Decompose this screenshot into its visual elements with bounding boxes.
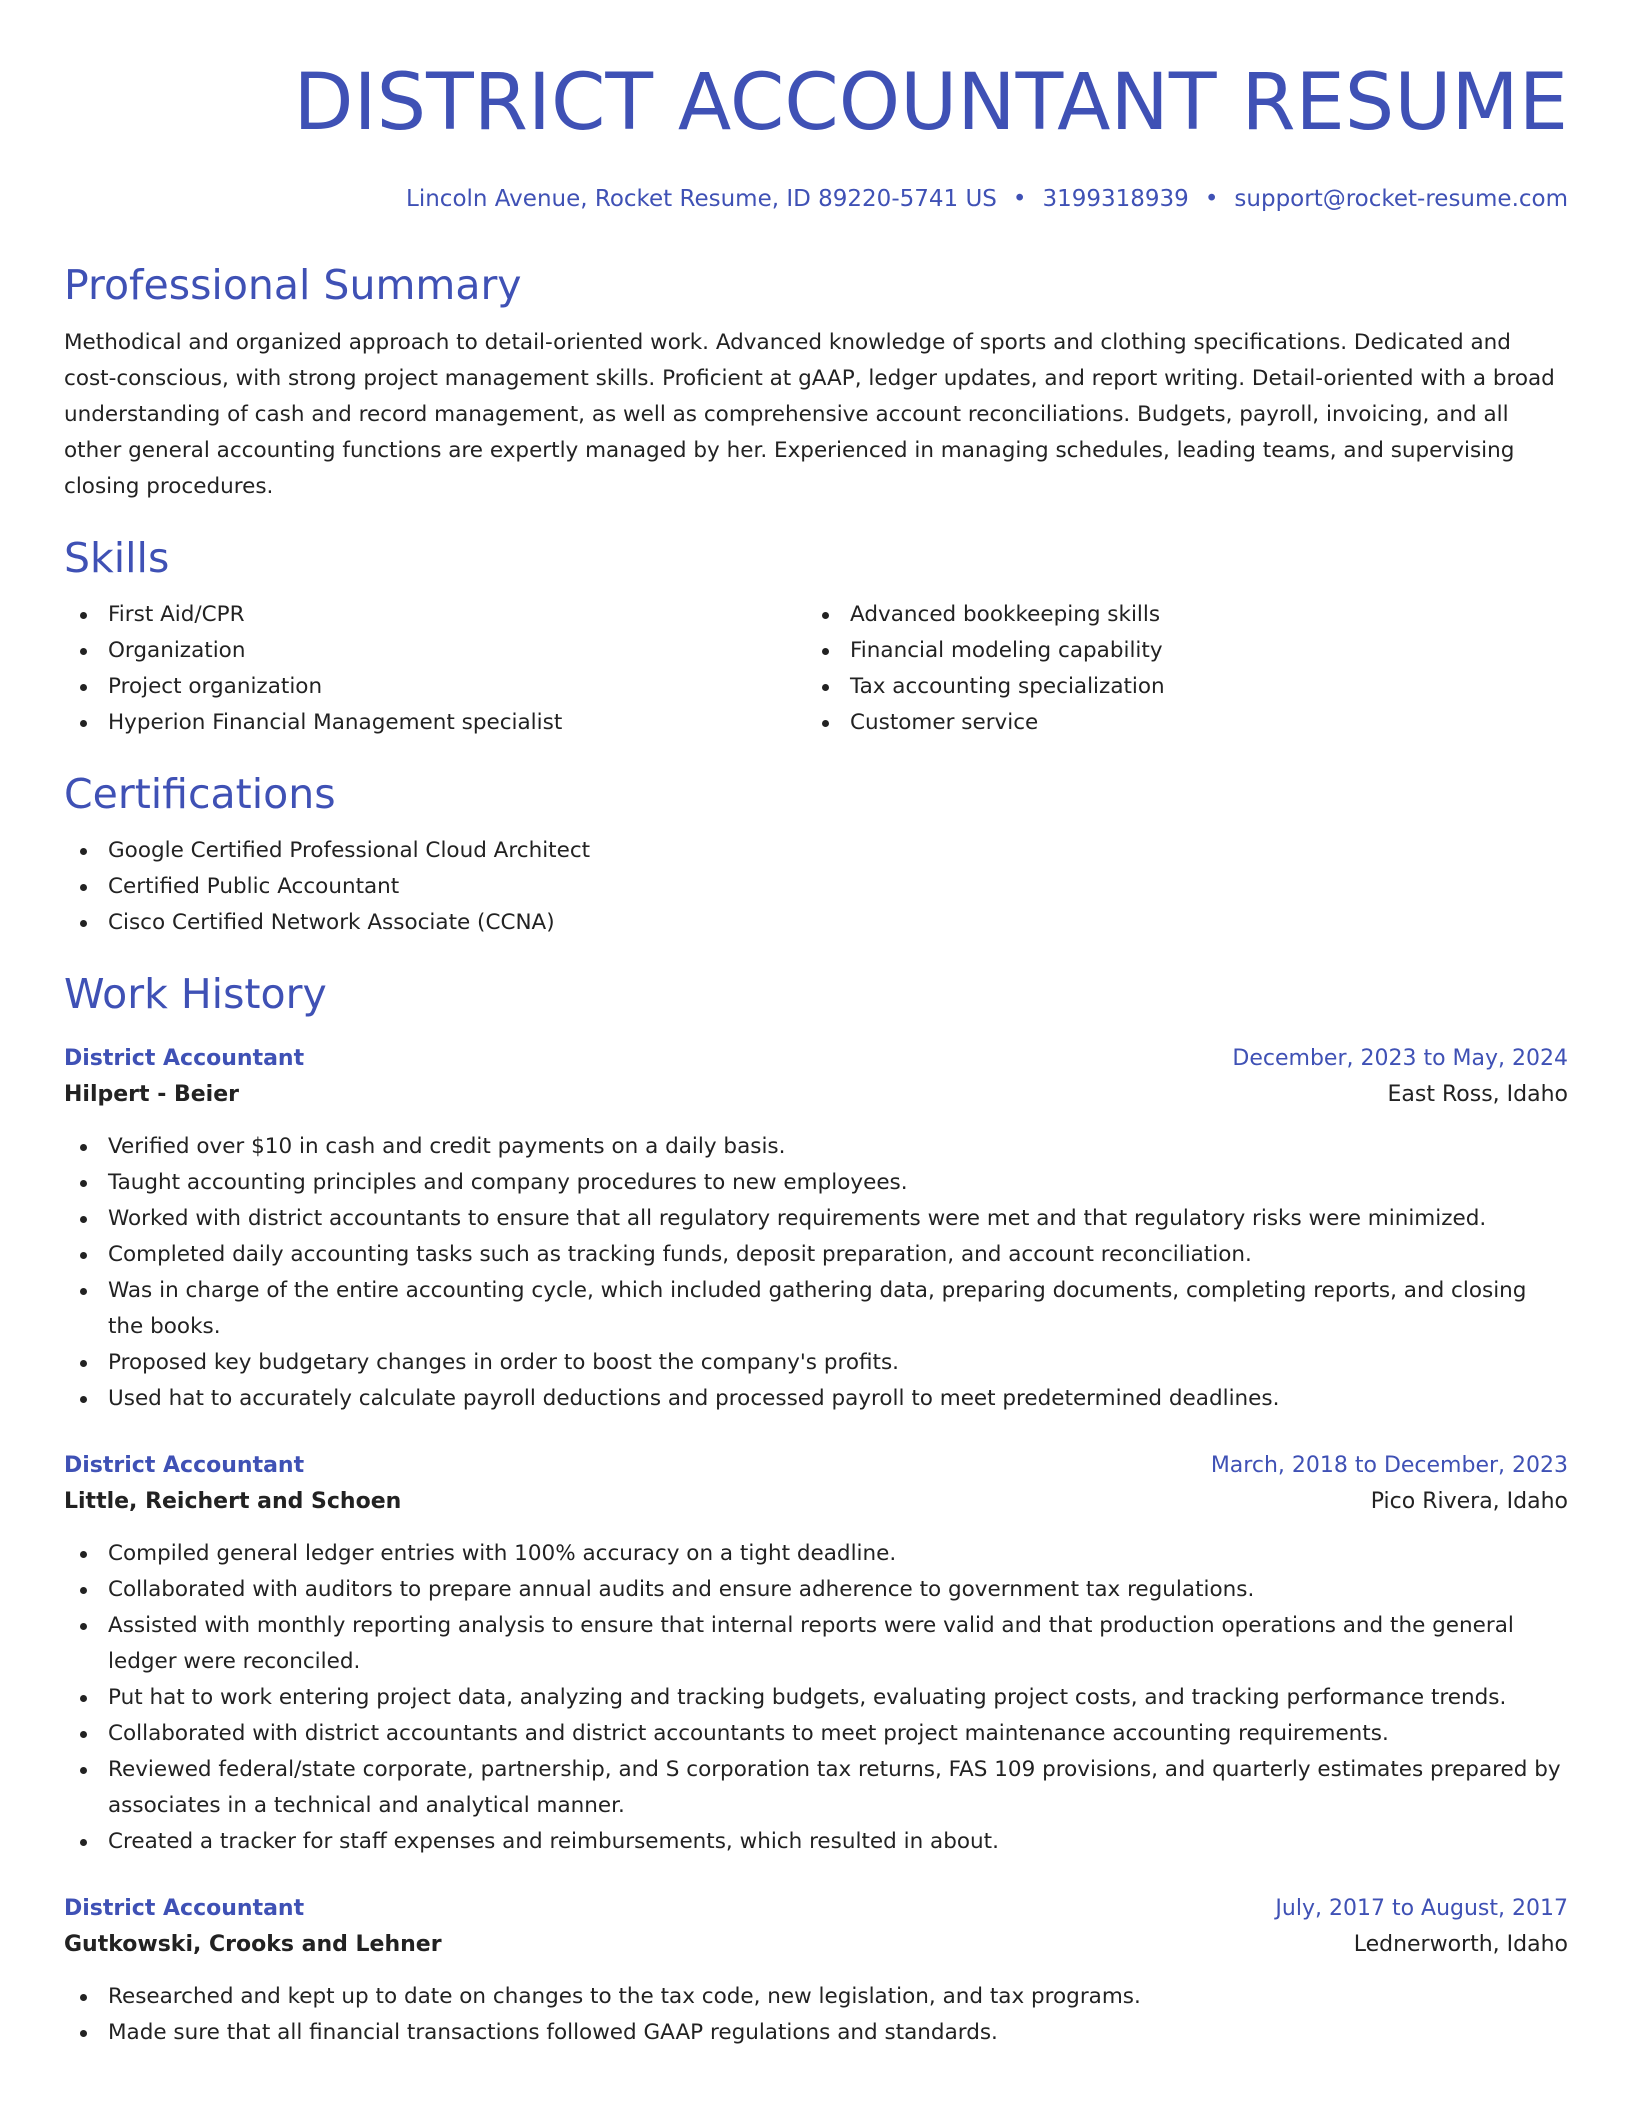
certification-item: Google Certified Professional Cloud Architect xyxy=(64,833,1568,869)
job-company: Little, Reichert and Schoen xyxy=(64,1489,402,1514)
job-bullet: Created a tracker for staff expenses and reimbursements, which resulted in about. xyxy=(64,1824,1568,1860)
job-company: Gutkowski, Crooks and Lehner xyxy=(64,1932,442,1957)
job-bullet: Collaborated with auditors to prepare annual audits and ensure adherence to government tax regulations. xyxy=(64,1572,1568,1608)
skill-item: Organization xyxy=(64,633,806,669)
certification-item: Certified Public Accountant xyxy=(64,869,1568,905)
job-bullet: Taught accounting principles and company procedures to new employees. xyxy=(64,1165,1568,1201)
summary-text: Methodical and organized approach to detail-oriented work. Advanced knowledge of sports and clothing specifications. Dedicated and cost-conscious, with strong project management skills. Proficient at gAAP, ledger updates, and report writing. Detail-oriented with a broad understanding of cash and record management, as well as comprehensive account reconciliations. Budgets, payroll, invoicing, and all other general accounting functions are expertly managed by her. Experienced in managing schedules, leading teams, and supervising closing procedures. xyxy=(64,330,1555,499)
job-bullets xyxy=(64,1979,1568,2051)
job-bullet: Compiled general ledger entries with 100% accuracy on a tight deadline. xyxy=(64,1536,1568,1572)
job-header-row xyxy=(64,1041,1568,1077)
contact-phone: 3199318939 xyxy=(1042,186,1189,212)
job-company-row xyxy=(64,1077,1568,1113)
certification-item: Cisco Certified Network Associate (CCNA) xyxy=(64,905,1568,941)
job-header-row xyxy=(64,1891,1568,1927)
job-bullet: Verified over $10 in cash and credit payments on a daily basis. xyxy=(64,1129,1568,1165)
job-bullets xyxy=(64,1536,1568,1860)
certifications-list xyxy=(64,833,1568,941)
job-company-row xyxy=(64,1927,1568,1963)
skill-item: Hyperion Financial Management specialist xyxy=(64,705,806,741)
skills-grid xyxy=(64,597,1568,741)
contact-separator: • xyxy=(1204,186,1219,212)
job-bullet: Assisted with monthly reporting analysis to ensure that internal reports were valid and that production operations and the general ledger were reconciled. xyxy=(64,1608,1568,1680)
skill-item: Project organization xyxy=(64,669,806,705)
job-bullet: Collaborated with district accountants and district accountants to meet project maintenance accounting requirements. xyxy=(64,1716,1568,1752)
skills-heading: Skills xyxy=(64,534,170,582)
job-bullet: Made sure that all financial transactions followed GAAP regulations and standards. xyxy=(64,2015,1568,2051)
contact-separator: • xyxy=(1012,186,1027,212)
job-company: Hilpert - Beier xyxy=(64,1082,239,1107)
skill-item: Advanced bookkeeping skills xyxy=(806,597,1548,633)
skills-list-left xyxy=(64,597,806,741)
job-bullet: Completed daily accounting tasks such as tracking funds, deposit preparation, and account reconciliation. xyxy=(64,1237,1568,1273)
job-company-row xyxy=(64,1484,1568,1520)
job-bullet: Put hat to work entering project data, analyzing and tracking budgets, evaluating project costs, and tracking performance trends. xyxy=(64,1680,1568,1716)
job-title: District Accountant xyxy=(64,1453,305,1478)
job-bullet: Used hat to accurately calculate payroll deductions and processed payroll to meet predetermined deadlines. xyxy=(64,1381,1568,1417)
summary-heading: Professional Summary xyxy=(64,261,522,309)
job-entry xyxy=(64,1041,1568,1417)
job-dates: March, 2018 to December, 2023 xyxy=(1210,1453,1568,1478)
skill-item: First Aid/CPR xyxy=(64,597,806,633)
job-header-row xyxy=(64,1448,1568,1484)
contact-line xyxy=(64,184,1568,214)
job-bullet: Researched and kept up to date on changes to the tax code, new legislation, and tax programs. xyxy=(64,1979,1568,2015)
job-location: East Ross, Idaho xyxy=(1387,1082,1568,1107)
job-title: District Accountant xyxy=(64,1046,305,1071)
job-location: Pico Rivera, Idaho xyxy=(1370,1489,1568,1514)
job-bullets xyxy=(64,1129,1568,1417)
job-bullet: Reviewed federal/state corporate, partnership, and S corporation tax returns, FAS 109 provisions, and quarterly estimates prepared by associates in a technical and analytical manner. xyxy=(64,1752,1568,1824)
resume-title: DISTRICT ACCOUNTANT RESUME xyxy=(293,58,1568,148)
contact-email[interactable]: support@rocket-resume.com xyxy=(1234,186,1568,212)
skill-item: Customer service xyxy=(806,705,1548,741)
job-entry xyxy=(64,1448,1568,1860)
job-title: District Accountant xyxy=(64,1896,305,1921)
certifications-heading: Certifications xyxy=(64,770,336,818)
job-dates: December, 2023 to May, 2024 xyxy=(1232,1046,1568,1071)
skill-item: Financial modeling capability xyxy=(806,633,1548,669)
job-bullet: Worked with district accountants to ensure that all regulatory requirements were met and that regulatory risks were minimized. xyxy=(64,1201,1568,1237)
job-location: Lednerworth, Idaho xyxy=(1353,1932,1568,1957)
job-entry xyxy=(64,1891,1568,2051)
skill-item: Tax accounting specialization xyxy=(806,669,1548,705)
job-bullet: Was in charge of the entire accounting cycle, which included gathering data, preparing documents, completing reports, and closing the books. xyxy=(64,1273,1568,1345)
resume-page xyxy=(64,0,1568,2112)
job-bullet: Proposed key budgetary changes in order to boost the company's profits. xyxy=(64,1345,1568,1381)
contact-address: Lincoln Avenue, Rocket Resume, ID 89220-5741 US xyxy=(406,186,997,212)
skills-list-right xyxy=(806,597,1548,741)
work-history-heading: Work History xyxy=(64,970,327,1018)
job-dates: July, 2017 to August, 2017 xyxy=(1275,1896,1568,1921)
